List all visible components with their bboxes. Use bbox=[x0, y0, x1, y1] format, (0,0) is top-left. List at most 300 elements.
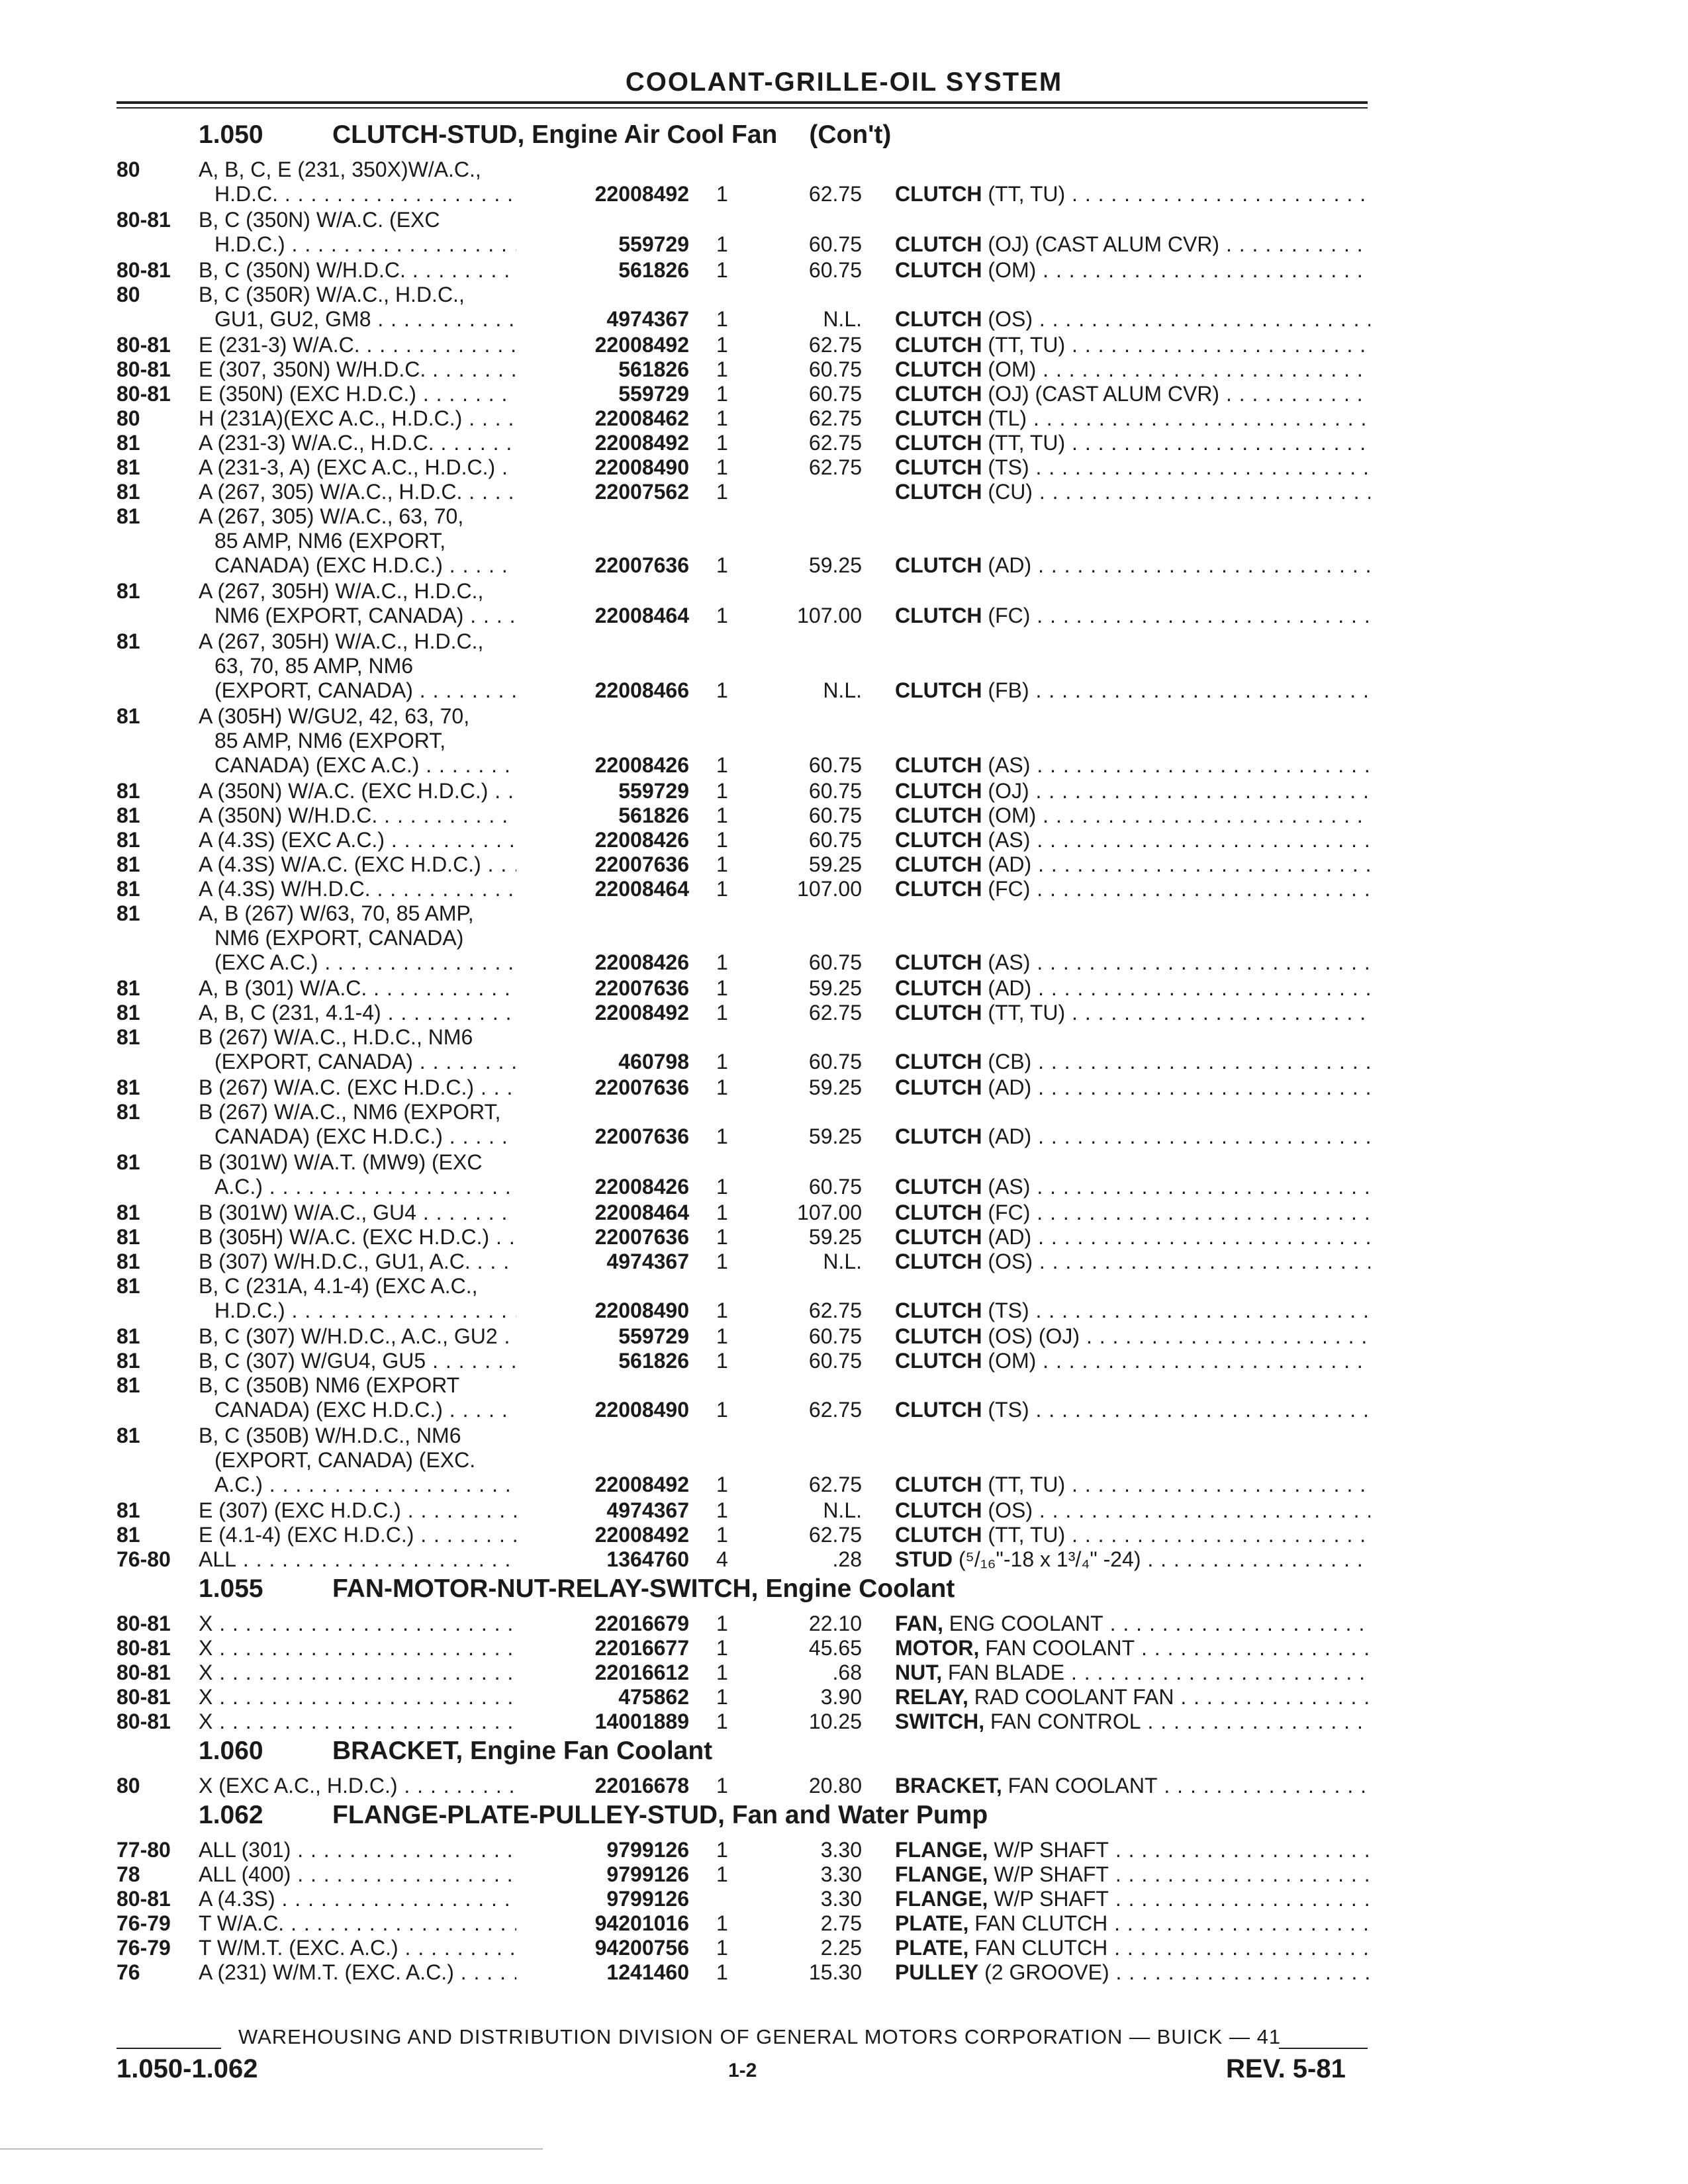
part-row bbox=[0, 827, 1688, 851]
part-name bbox=[895, 553, 1370, 578]
part-detail: (FB) bbox=[988, 678, 1029, 702]
part-name bbox=[895, 1523, 1370, 1547]
price: 60.75 bbox=[808, 1349, 862, 1373]
model-year: 80 bbox=[117, 1774, 140, 1797]
part-row bbox=[0, 257, 1688, 281]
model-year: 81 bbox=[117, 480, 140, 504]
part-type: STUD bbox=[895, 1547, 953, 1571]
part-type: NUT, bbox=[895, 1661, 943, 1684]
price: 62.75 bbox=[808, 1001, 862, 1024]
part-row bbox=[0, 156, 1688, 206]
section-number: 1.050 bbox=[199, 120, 263, 149]
model-year: 80 bbox=[117, 283, 140, 306]
quantity: 1 bbox=[716, 455, 728, 479]
part-number: 22008426 bbox=[516, 828, 689, 852]
footer-section-range: 1.050-1.062 bbox=[117, 2054, 258, 2083]
model-year: 80 bbox=[117, 158, 140, 181]
part-detail: W/P SHAFT bbox=[994, 1862, 1109, 1886]
part-name bbox=[895, 1774, 1370, 1798]
section-title bbox=[332, 120, 891, 150]
part-type: CLUTCH bbox=[895, 1398, 982, 1422]
quantity: 1 bbox=[716, 1685, 728, 1709]
part-name bbox=[895, 382, 1370, 406]
scan-artifact-line bbox=[0, 2148, 543, 2150]
part-row bbox=[0, 1959, 1688, 1983]
footer-rule-right bbox=[1279, 2048, 1368, 2049]
price: 59.25 bbox=[808, 976, 862, 1000]
part-type: CLUTCH bbox=[895, 1324, 982, 1348]
part-type: SWITCH, bbox=[895, 1709, 985, 1733]
quantity: 1 bbox=[716, 1862, 728, 1886]
part-detail: (CB) bbox=[988, 1050, 1032, 1073]
part-number: 22007636 bbox=[516, 1075, 689, 1100]
part-detail: W/P SHAFT bbox=[994, 1887, 1109, 1911]
section-title-text: BRACKET, Engine Fan Coolant bbox=[332, 1737, 713, 1765]
quantity: 1 bbox=[716, 382, 728, 406]
part-detail: FAN COOLANT bbox=[985, 1636, 1135, 1660]
application-description bbox=[199, 1150, 556, 1199]
description-line: X . . . bbox=[199, 1636, 556, 1661]
description-line: B (267) W/A.C., NM6 (EXPORT, bbox=[199, 1100, 501, 1124]
quantity: 1 bbox=[716, 431, 728, 455]
quantity: 1 bbox=[716, 852, 728, 876]
application-description bbox=[199, 455, 556, 480]
part-number: 22008464 bbox=[516, 877, 689, 901]
part-name bbox=[895, 333, 1370, 357]
part-name bbox=[895, 232, 1370, 257]
application-description bbox=[199, 1373, 556, 1422]
application-description bbox=[199, 1774, 556, 1798]
model-year: 81 bbox=[117, 828, 140, 852]
part-detail: (OJ) (CAST ALUM CVR) bbox=[988, 232, 1220, 256]
description-line: A (4.3S) . . . bbox=[199, 1887, 556, 1911]
part-number: 22008490 bbox=[516, 455, 689, 480]
model-year: 81 bbox=[117, 1225, 140, 1249]
description-line: A (350N) W/A.C. (EXC H.D.C.) . . . bbox=[199, 779, 556, 803]
part-row bbox=[0, 1323, 1688, 1347]
part-detail: (AD) bbox=[988, 852, 1032, 876]
part-detail: (TT, TU) bbox=[988, 1523, 1066, 1547]
part-type: CLUTCH bbox=[895, 1075, 982, 1099]
part-row bbox=[0, 206, 1688, 257]
description-line: 85 AMP, NM6 (EXPORT, bbox=[214, 729, 446, 752]
quantity: 1 bbox=[716, 1498, 728, 1522]
part-type: RELAY, bbox=[895, 1685, 968, 1709]
description-line: A (231-3, A) (EXC A.C., H.D.C.) . . . bbox=[199, 455, 556, 480]
part-name bbox=[895, 828, 1370, 852]
part-number: 22016679 bbox=[516, 1612, 689, 1636]
part-number: 22016678 bbox=[516, 1774, 689, 1798]
part-name bbox=[895, 1612, 1370, 1636]
part-number: 559729 bbox=[516, 1324, 689, 1349]
part-detail: RAD COOLANT FAN bbox=[974, 1685, 1174, 1709]
price: 60.75 bbox=[808, 258, 862, 282]
section-header bbox=[0, 1733, 1688, 1772]
part-name bbox=[895, 1498, 1370, 1523]
part-row bbox=[0, 703, 1688, 778]
part-name bbox=[895, 1838, 1370, 1862]
part-detail: (AD) bbox=[988, 1075, 1032, 1099]
description-line: B, C (350N) W/A.C. (EXC bbox=[199, 208, 440, 232]
model-year: 80-81 bbox=[117, 382, 171, 406]
part-name bbox=[895, 1960, 1370, 1985]
model-year: 81 bbox=[117, 1324, 140, 1348]
application-description bbox=[199, 333, 556, 357]
application-description bbox=[199, 1025, 556, 1074]
header-rule-thin bbox=[117, 107, 1368, 109]
part-detail: (AD) bbox=[988, 553, 1032, 577]
model-year: 81 bbox=[117, 803, 140, 827]
application-description bbox=[199, 629, 556, 703]
application-description bbox=[199, 1100, 556, 1149]
model-year: 81 bbox=[117, 877, 140, 901]
part-type: CLUTCH bbox=[895, 232, 982, 256]
part-detail: ENG COOLANT bbox=[949, 1612, 1103, 1635]
description-line: ALL (301) . . . bbox=[199, 1838, 556, 1862]
part-row bbox=[0, 454, 1688, 478]
part-detail: (CU) bbox=[988, 480, 1033, 504]
part-name bbox=[895, 1473, 1370, 1497]
quantity: 1 bbox=[716, 1201, 728, 1224]
price: 107.00 bbox=[797, 877, 862, 901]
price: 60.75 bbox=[808, 1324, 862, 1348]
part-name bbox=[895, 1911, 1370, 1936]
price: 62.75 bbox=[808, 406, 862, 430]
part-type: FLANGE, bbox=[895, 1862, 988, 1886]
model-year: 81 bbox=[117, 1274, 140, 1298]
part-detail: (⁵/₁₆"-18 x 1³/₄" -24) bbox=[959, 1547, 1141, 1571]
model-year: 81 bbox=[117, 1523, 140, 1547]
application-description bbox=[199, 258, 556, 283]
part-detail: (OS) (OJ) bbox=[988, 1324, 1080, 1348]
description-line: A.C.) . . . bbox=[199, 1175, 556, 1199]
part-detail: (TT, TU) bbox=[988, 182, 1066, 206]
description-line: NM6 (EXPORT, CANADA) bbox=[214, 926, 464, 950]
part-type: MOTOR, bbox=[895, 1636, 980, 1660]
part-name bbox=[895, 258, 1370, 283]
model-year: 80-81 bbox=[117, 1887, 171, 1911]
section-header bbox=[0, 116, 1688, 156]
part-name bbox=[895, 852, 1370, 877]
price: 59.25 bbox=[808, 553, 862, 577]
model-year: 81 bbox=[117, 431, 140, 455]
application-description bbox=[199, 1911, 556, 1936]
model-year: 81 bbox=[117, 779, 140, 803]
description-line: A (350N) W/H.D.C. . . . bbox=[199, 803, 556, 828]
part-number: 22008464 bbox=[516, 1201, 689, 1225]
description-line: (EXPORT, CANADA) (EXC. bbox=[214, 1448, 476, 1472]
price: 3.30 bbox=[820, 1838, 862, 1862]
part-number: 1364760 bbox=[516, 1547, 689, 1572]
description-line: ALL . . . bbox=[199, 1547, 556, 1572]
part-name bbox=[895, 1887, 1370, 1911]
part-type: CLUTCH bbox=[895, 1250, 982, 1273]
application-description bbox=[199, 1936, 556, 1960]
model-year: 81 bbox=[117, 1201, 140, 1224]
part-type: FAN, bbox=[895, 1612, 943, 1635]
quantity: 1 bbox=[716, 1398, 728, 1422]
application-description bbox=[199, 504, 556, 578]
part-detail: (AS) bbox=[988, 828, 1031, 852]
model-year: 81 bbox=[117, 976, 140, 1000]
part-name bbox=[895, 1324, 1370, 1349]
part-number: 559729 bbox=[516, 779, 689, 803]
price: 10.25 bbox=[808, 1709, 862, 1733]
description-line: 63, 70, 85 AMP, NM6 bbox=[214, 654, 414, 678]
description-line: X . . . bbox=[199, 1612, 556, 1636]
quantity: 1 bbox=[716, 553, 728, 577]
part-row bbox=[0, 503, 1688, 578]
footer-revision: REV. 5-81 bbox=[1226, 2054, 1346, 2083]
part-number: 561826 bbox=[516, 357, 689, 382]
description-line: A (267, 305H) W/A.C., H.D.C., bbox=[199, 629, 484, 653]
quantity: 4 bbox=[716, 1547, 728, 1571]
part-number: 22008492 bbox=[516, 1523, 689, 1547]
quantity: 1 bbox=[716, 678, 728, 702]
description-line: A, B, C, E (231, 350X)W/A.C., bbox=[199, 158, 481, 181]
part-row bbox=[0, 1497, 1688, 1522]
application-description bbox=[199, 1862, 556, 1887]
part-row bbox=[0, 1708, 1688, 1733]
footer-rule-left bbox=[117, 2048, 221, 2049]
price: 107.00 bbox=[797, 1201, 862, 1224]
quantity: 1 bbox=[716, 828, 728, 852]
part-type: CLUTCH bbox=[895, 1175, 982, 1199]
part-number: 4974367 bbox=[516, 1250, 689, 1274]
part-number: 559729 bbox=[516, 382, 689, 406]
part-number: 561826 bbox=[516, 803, 689, 828]
quantity: 1 bbox=[716, 950, 728, 974]
part-type: CLUTCH bbox=[895, 753, 982, 777]
price: 60.75 bbox=[808, 828, 862, 852]
part-row bbox=[0, 332, 1688, 356]
part-row bbox=[0, 381, 1688, 405]
application-description bbox=[199, 1324, 556, 1349]
model-year: 80-81 bbox=[117, 258, 171, 282]
parts-list bbox=[0, 116, 1688, 1983]
section-header bbox=[0, 1797, 1688, 1837]
part-name bbox=[895, 480, 1370, 504]
application-description bbox=[199, 1075, 556, 1100]
part-number: 559729 bbox=[516, 232, 689, 257]
quantity: 1 bbox=[716, 1636, 728, 1660]
model-year: 80-81 bbox=[117, 1636, 171, 1660]
part-type: CLUTCH bbox=[895, 1473, 982, 1496]
description-line: B (307) W/H.D.C., GU1, A.C. . . . bbox=[199, 1250, 556, 1274]
part-row bbox=[0, 1546, 1688, 1570]
part-number: 22008492 bbox=[516, 182, 689, 206]
part-type: CLUTCH bbox=[895, 976, 982, 1000]
part-row bbox=[0, 1024, 1688, 1074]
description-line: B, C (231A, 4.1-4) (EXC A.C., bbox=[199, 1274, 478, 1298]
description-line: A.C.) . . . bbox=[199, 1473, 556, 1497]
quantity: 1 bbox=[716, 1298, 728, 1322]
part-row bbox=[0, 1861, 1688, 1886]
description-line: X . . . bbox=[199, 1709, 556, 1734]
part-type: CLUTCH bbox=[895, 1349, 982, 1373]
description-line: A (231) W/M.T. (EXC. A.C.) . . . bbox=[199, 1960, 556, 1985]
model-year: 80-81 bbox=[117, 333, 171, 357]
part-type: PULLEY bbox=[895, 1960, 979, 1984]
part-detail: FAN BLADE bbox=[948, 1661, 1065, 1684]
model-year: 77-80 bbox=[117, 1838, 171, 1862]
model-year: 81 bbox=[117, 1150, 140, 1174]
part-row bbox=[0, 478, 1688, 503]
part-type: CLUTCH bbox=[895, 678, 982, 702]
model-year: 81 bbox=[117, 1498, 140, 1522]
price: 107.00 bbox=[797, 604, 862, 627]
part-type: CLUTCH bbox=[895, 553, 982, 577]
part-row bbox=[0, 1772, 1688, 1797]
part-name bbox=[895, 1636, 1370, 1661]
part-name bbox=[895, 1124, 1370, 1149]
part-number: 22008490 bbox=[516, 1298, 689, 1323]
part-detail: (TT, TU) bbox=[988, 431, 1066, 455]
part-type: CLUTCH bbox=[895, 382, 982, 406]
part-row bbox=[0, 900, 1688, 975]
application-description bbox=[199, 803, 556, 828]
quantity: 1 bbox=[716, 779, 728, 803]
application-description bbox=[199, 357, 556, 382]
description-line: E (231-3) W/A.C. . . . bbox=[199, 333, 556, 357]
description-line: B, C (350B) W/H.D.C., NM6 bbox=[199, 1424, 461, 1447]
application-description bbox=[199, 1960, 556, 1985]
part-detail: (TL) bbox=[988, 406, 1027, 430]
section-title-text: FAN-MOTOR-NUT-RELAY-SWITCH, Engine Coolant bbox=[332, 1574, 955, 1603]
model-year: 76-79 bbox=[117, 1911, 171, 1935]
description-line: B, C (307) W/GU4, GU5 . . . bbox=[199, 1349, 556, 1373]
application-description bbox=[199, 1636, 556, 1661]
quantity: 1 bbox=[716, 232, 728, 256]
section-note: (Con't) bbox=[809, 120, 892, 149]
part-name bbox=[895, 803, 1370, 828]
part-row bbox=[0, 1910, 1688, 1934]
quantity: 1 bbox=[716, 182, 728, 206]
quantity: 1 bbox=[716, 1936, 728, 1960]
part-type: CLUTCH bbox=[895, 1050, 982, 1073]
description-line: A, B (267) W/63, 70, 85 AMP, bbox=[199, 901, 474, 925]
page-title: COOLANT-GRILLE-OIL SYSTEM bbox=[625, 68, 1063, 97]
description-line: T W/M.T. (EXC. A.C.) . . . bbox=[199, 1936, 556, 1960]
part-name bbox=[895, 678, 1370, 703]
part-type: FLANGE, bbox=[895, 1838, 988, 1862]
part-row bbox=[0, 876, 1688, 900]
part-type: CLUTCH bbox=[895, 1201, 982, 1224]
model-year: 81 bbox=[117, 901, 140, 925]
quantity: 1 bbox=[716, 1175, 728, 1199]
part-detail: (2 GROOVE) bbox=[984, 1960, 1109, 1984]
part-number: 22008462 bbox=[516, 406, 689, 431]
application-description bbox=[199, 1424, 556, 1497]
quantity: 1 bbox=[716, 406, 728, 430]
description-line: A (4.3S) (EXC A.C.) . . . bbox=[199, 828, 556, 852]
part-type: CLUTCH bbox=[895, 1124, 982, 1148]
price: 62.75 bbox=[808, 1398, 862, 1422]
part-detail: (TS) bbox=[988, 1298, 1029, 1322]
part-row bbox=[0, 778, 1688, 802]
part-name bbox=[895, 779, 1370, 803]
part-number: 1241460 bbox=[516, 1960, 689, 1985]
price: 60.75 bbox=[808, 1050, 862, 1073]
application-description bbox=[199, 1547, 556, 1572]
quantity: 1 bbox=[716, 1124, 728, 1148]
section-header bbox=[0, 1570, 1688, 1610]
part-type: CLUTCH bbox=[895, 1298, 982, 1322]
quantity: 1 bbox=[716, 1075, 728, 1099]
price: 3.30 bbox=[820, 1862, 862, 1886]
description-line: CANADA) (EXC H.D.C.) . . . bbox=[199, 553, 556, 578]
part-row bbox=[0, 356, 1688, 381]
model-year: 81 bbox=[117, 1250, 140, 1273]
price: 62.75 bbox=[808, 1523, 862, 1547]
section-title-text: FLANGE-PLATE-PULLEY-STUD, Fan and Water Pump bbox=[332, 1801, 988, 1829]
application-description bbox=[199, 1612, 556, 1636]
price: 60.75 bbox=[808, 779, 862, 803]
description-line: A, B, C (231, 4.1-4) . . . bbox=[199, 1001, 556, 1025]
part-number: 22008492 bbox=[516, 333, 689, 357]
part-detail: (OS) bbox=[988, 1250, 1033, 1273]
application-description bbox=[199, 1250, 556, 1274]
model-year: 80-81 bbox=[117, 1709, 171, 1733]
part-row bbox=[0, 1347, 1688, 1372]
part-row bbox=[0, 851, 1688, 876]
part-detail: FAN CLUTCH bbox=[974, 1911, 1108, 1935]
section-title bbox=[332, 1801, 1019, 1830]
quantity: 1 bbox=[716, 1960, 728, 1984]
price: 62.75 bbox=[808, 1298, 862, 1322]
section-number: 1.060 bbox=[199, 1737, 263, 1765]
price: 62.75 bbox=[808, 333, 862, 357]
quantity: 1 bbox=[716, 1709, 728, 1733]
model-year: 81 bbox=[117, 1075, 140, 1099]
section-number: 1.062 bbox=[199, 1801, 263, 1829]
quantity: 1 bbox=[716, 753, 728, 777]
model-year: 81 bbox=[117, 704, 140, 728]
description-line: E (307) (EXC H.D.C.) . . . bbox=[199, 1498, 556, 1523]
part-number: 22007636 bbox=[516, 1225, 689, 1250]
part-number: 94201016 bbox=[516, 1911, 689, 1936]
part-detail: FAN CLUTCH bbox=[974, 1936, 1108, 1960]
part-type: CLUTCH bbox=[895, 828, 982, 852]
part-type: CLUTCH bbox=[895, 950, 982, 974]
part-type: CLUTCH bbox=[895, 1225, 982, 1249]
description-line: A (4.3S) W/H.D.C. . . . bbox=[199, 877, 556, 901]
section-title bbox=[332, 1574, 986, 1604]
part-detail: (OJ) bbox=[988, 779, 1029, 803]
description-line: E (350N) (EXC H.D.C.) . . . bbox=[199, 382, 556, 406]
section-title-text: CLUTCH-STUD, Engine Air Cool Fan bbox=[332, 120, 778, 149]
part-type: CLUTCH bbox=[895, 333, 982, 357]
part-row bbox=[0, 1372, 1688, 1422]
part-type: BRACKET, bbox=[895, 1774, 1002, 1797]
quantity: 1 bbox=[716, 1001, 728, 1024]
description-line: X . . . bbox=[199, 1685, 556, 1709]
model-year: 80-81 bbox=[117, 357, 171, 381]
quantity: 1 bbox=[716, 1050, 728, 1073]
model-year: 76-80 bbox=[117, 1547, 171, 1571]
part-number: 22008464 bbox=[516, 604, 689, 628]
part-row bbox=[0, 1422, 1688, 1497]
part-type: CLUTCH bbox=[895, 307, 982, 331]
model-year: 76 bbox=[117, 1960, 140, 1984]
application-description bbox=[199, 431, 556, 455]
price: 15.30 bbox=[808, 1960, 862, 1984]
part-row bbox=[0, 1149, 1688, 1199]
quantity: 1 bbox=[716, 1774, 728, 1797]
description-line: B, C (350B) NM6 (EXPORT bbox=[199, 1373, 460, 1397]
part-name bbox=[895, 1225, 1370, 1250]
application-description bbox=[199, 1887, 556, 1911]
